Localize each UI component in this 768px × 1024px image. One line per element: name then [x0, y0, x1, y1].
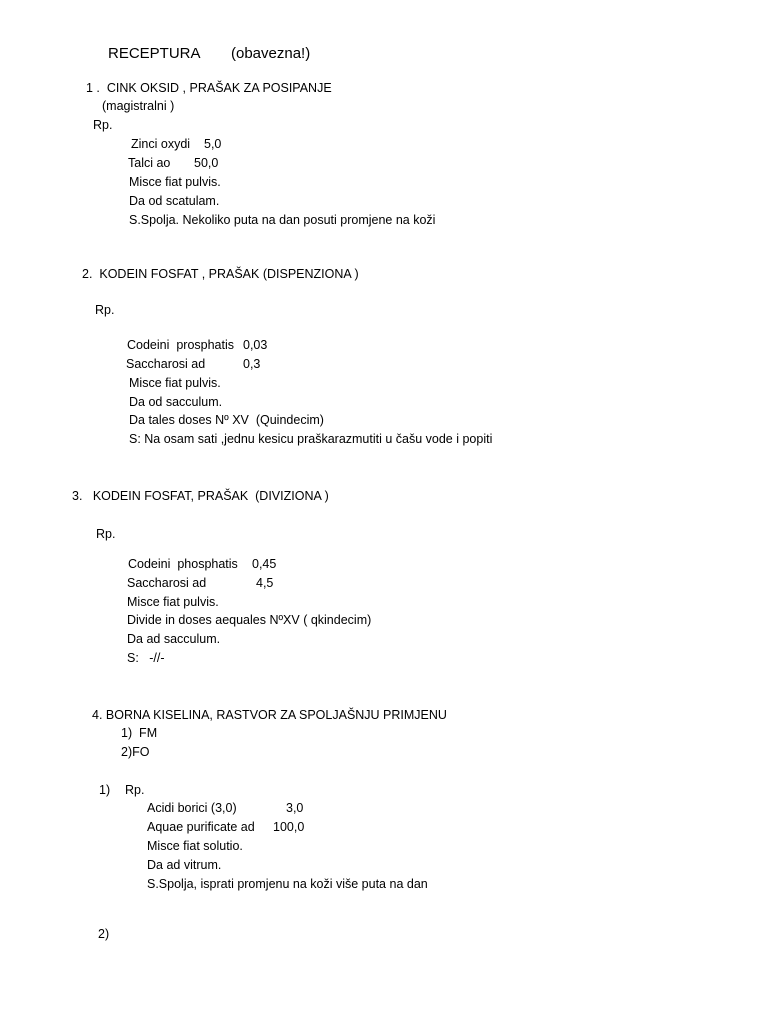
recipe3-ingredient2-name: Saccharosi ad	[127, 576, 207, 590]
recipe4-line3: Misce fiat solutio.	[147, 839, 243, 853]
recipe2-ingredient2-qty: 0,3	[243, 357, 261, 371]
recipe3-heading: 3. KODEIN FOSFAT, PRAŠAK (DIVIZIONA )	[72, 489, 329, 503]
recipe3-line4: Divide in doses aequales NºXV ( qkindecim)	[127, 613, 372, 627]
recipe4-option1: 1) FM	[121, 726, 158, 740]
recipe1-ingredient2-qty: 50,0	[194, 156, 219, 170]
recipe4-line4: Da ad vitrum.	[147, 858, 222, 872]
recipe2-ingredient2-name: Saccharosi ad	[126, 357, 206, 371]
recipe2-ingredient1-name: Codeini prosphatis	[127, 338, 235, 352]
recipe1-line5: S.Spolja. Nekoliko puta na dan posuti promjene na koži	[129, 213, 436, 227]
recipe4-ingredient2-name: Aquae purificate ad	[147, 820, 255, 834]
recipe1-line4: Da od scatulam.	[129, 194, 220, 208]
recipe3-line5: Da ad sacculum.	[127, 632, 221, 646]
recipe4-option2: 2)FO	[121, 745, 150, 759]
recipe3-ingredient1-name: Codeini phosphatis	[128, 557, 238, 571]
recipe2-line6: S: Na osam sati ,jednu kesicu praškarazmutiti u čašu vode i popiti	[129, 432, 493, 446]
page-title: RECEPTURA	[108, 45, 201, 62]
recipe1-line3: Misce fiat pulvis.	[129, 175, 221, 189]
recipe4-ingredient1-name: Acidi borici (3,0)	[147, 801, 237, 815]
recipe4-sub2-number: 2)	[98, 927, 110, 941]
recipe3-line3: Misce fiat pulvis.	[127, 595, 219, 609]
recipe1-ingredient2-name: Talci ao	[128, 156, 171, 170]
recipe1-ingredient1-qty: 5,0	[204, 137, 222, 151]
recipe2-line5: Da tales doses Nº XV (Quindecim)	[129, 413, 324, 427]
recipe3-ingredient2-qty: 4,5	[256, 576, 274, 590]
recipe2-line4: Da od sacculum.	[129, 395, 223, 409]
recipe1-rp: Rp.	[93, 118, 113, 132]
recipe3-line6: S: -//-	[127, 651, 165, 665]
recipe1-heading: 1 . CINK OKSID , PRAŠAK ZA POSIPANJE	[86, 81, 332, 95]
recipe3-rp: Rp.	[96, 527, 116, 541]
recipe4-ingredient1-qty: 3,0	[286, 801, 304, 815]
recipe4-rp: Rp.	[125, 783, 145, 797]
recipe4-sub1-number: 1)	[99, 783, 111, 797]
recipe2-ingredient1-qty: 0,03	[243, 338, 268, 352]
recipe4-line5: S.Spolja, isprati promjenu na koži više puta na dan	[147, 877, 428, 891]
recipe2-rp: Rp.	[95, 303, 115, 317]
recipe4-heading: 4. BORNA KISELINA, RASTVOR ZA SPOLJAŠNJU PRIMJENU	[92, 708, 447, 722]
recipe2-line3: Misce fiat pulvis.	[129, 376, 221, 390]
recipe2-heading: 2. KODEIN FOSFAT , PRAŠAK (DISPENZIONA )	[82, 267, 359, 281]
recipe3-ingredient1-qty: 0,45	[252, 557, 277, 571]
page-title-note: (obavezna!)	[231, 45, 311, 62]
recipe1-subheading: (magistralni )	[102, 99, 175, 113]
recipe1-ingredient1-name: Zinci oxydi	[131, 137, 191, 151]
recipe4-ingredient2-qty: 100,0	[273, 820, 305, 834]
